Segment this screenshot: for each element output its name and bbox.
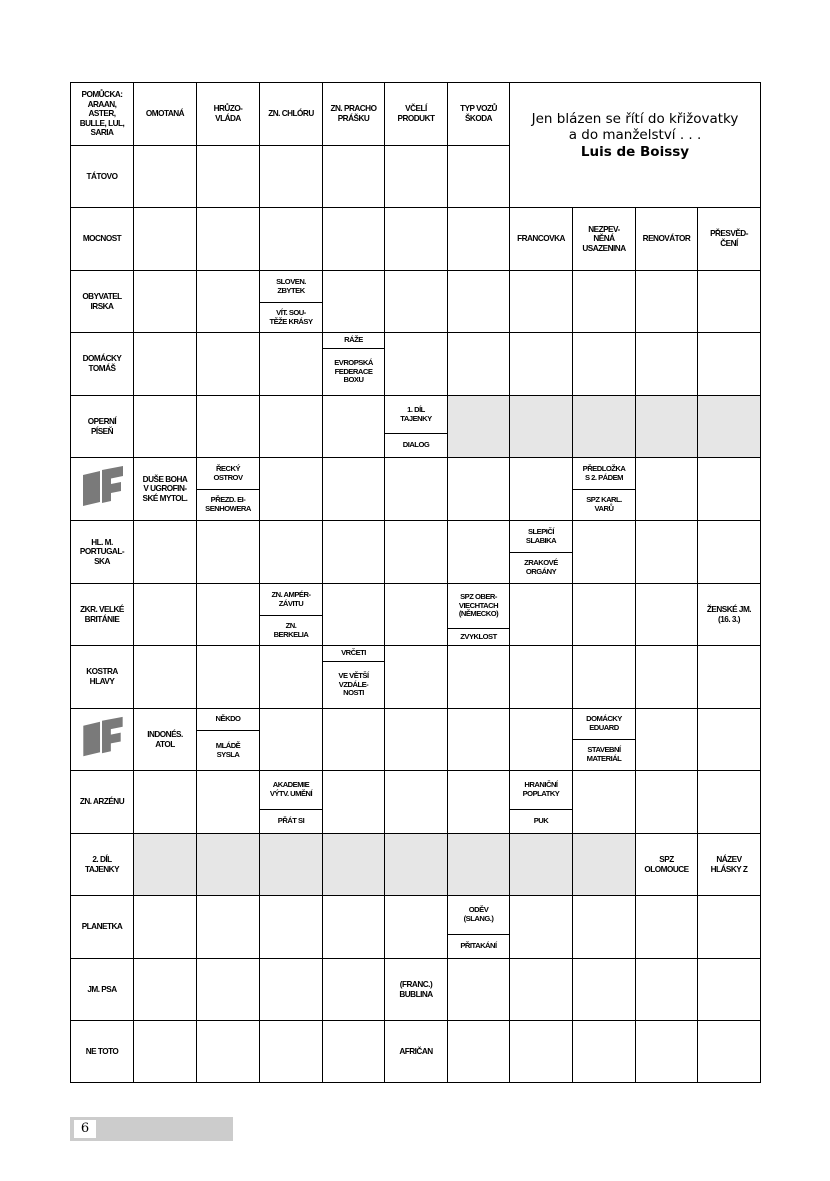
answer-cell[interactable] xyxy=(509,708,573,771)
answer-cell[interactable] xyxy=(447,207,510,271)
solution-answer-cell[interactable] xyxy=(384,833,448,896)
clue-cell-top: VRČETI xyxy=(322,645,385,662)
clue-cell-top: RÁŽE xyxy=(322,332,385,349)
solution-answer-cell[interactable] xyxy=(697,395,761,458)
solution-answer-cell[interactable] xyxy=(322,833,385,896)
clue-cell: VČELÍ PRODUKT xyxy=(384,82,448,146)
answer-cell[interactable] xyxy=(509,895,573,959)
answer-cell[interactable] xyxy=(447,708,510,771)
clue-cell: 2. DÍL TAJENKY xyxy=(70,833,134,896)
answer-cell[interactable] xyxy=(572,270,636,333)
answer-cell[interactable] xyxy=(259,958,323,1021)
clue-cell: ZKR. VELKÉ BRITÁNIE xyxy=(70,583,134,646)
clue-cell-bottom: ZN. BERKELIA xyxy=(259,615,323,646)
answer-cell[interactable] xyxy=(259,1020,323,1083)
lf-logo-icon xyxy=(71,709,133,770)
answer-cell[interactable] xyxy=(697,1020,761,1083)
answer-cell[interactable] xyxy=(635,270,698,333)
answer-cell[interactable] xyxy=(133,395,197,458)
answer-cell[interactable] xyxy=(322,708,385,771)
answer-cell[interactable] xyxy=(196,645,260,709)
answer-cell[interactable] xyxy=(322,958,385,1021)
clue-cell: MOCNOST xyxy=(70,207,134,271)
answer-cell[interactable] xyxy=(635,645,698,709)
page-footer-bar xyxy=(70,1117,233,1141)
answer-cell[interactable] xyxy=(133,645,197,709)
answer-cell[interactable] xyxy=(133,270,197,333)
quote-box xyxy=(509,82,761,208)
answer-cell[interactable] xyxy=(196,270,260,333)
clue-cell-top: AKADEMIE VÝTV. UMĚNÍ xyxy=(259,770,323,810)
answer-cell[interactable] xyxy=(196,395,260,458)
clue-cell: OBYVATEL IRSKA xyxy=(70,270,134,333)
clue-cell: HRŮZO- VLÁDA xyxy=(196,82,260,146)
clue-cell-top: SLOVEN. ZBYTEK xyxy=(259,270,323,303)
clue-cell: INDONÉS. ATOL xyxy=(133,708,197,771)
answer-cell[interactable] xyxy=(196,770,260,834)
clue-cell: (FRANC.) BUBLINA xyxy=(384,958,448,1021)
answer-cell[interactable] xyxy=(259,145,323,208)
answer-cell[interactable] xyxy=(447,270,510,333)
answer-cell[interactable] xyxy=(572,958,636,1021)
answer-cell[interactable] xyxy=(635,958,698,1021)
answer-cell[interactable] xyxy=(259,645,323,709)
answer-cell[interactable] xyxy=(384,520,448,584)
solution-answer-cell[interactable] xyxy=(572,833,636,896)
solution-answer-cell[interactable] xyxy=(259,833,323,896)
answer-cell[interactable] xyxy=(322,395,385,458)
answer-cell[interactable] xyxy=(322,145,385,208)
clue-cell: OMOTANÁ xyxy=(133,82,197,146)
clue-cell: FRANCOVKA xyxy=(509,207,573,271)
quote-author: Luis de Boissy xyxy=(580,143,690,160)
answer-cell[interactable] xyxy=(133,207,197,271)
answer-cell[interactable] xyxy=(322,1020,385,1083)
answer-cell[interactable] xyxy=(697,332,761,396)
lf-logo-icon xyxy=(71,458,133,520)
solution-answer-cell[interactable] xyxy=(447,395,510,458)
answer-cell[interactable] xyxy=(509,457,573,521)
answer-cell[interactable] xyxy=(509,583,573,646)
solution-answer-cell[interactable] xyxy=(635,395,698,458)
clue-cell: JM. PSA xyxy=(70,958,134,1021)
answer-cell[interactable] xyxy=(133,520,197,584)
answer-cell[interactable] xyxy=(572,770,636,834)
clue-cell: KOSTRA HLAVY xyxy=(70,645,134,709)
answer-cell[interactable] xyxy=(259,520,323,584)
answer-cell[interactable] xyxy=(322,770,385,834)
answer-cell[interactable] xyxy=(384,645,448,709)
clue-cell: NÁZEV HLÁSKY Z xyxy=(697,833,761,896)
clue-cell-bottom: MLÁDĚ SYSLA xyxy=(196,730,260,771)
answer-cell[interactable] xyxy=(133,958,197,1021)
answer-cell[interactable] xyxy=(697,645,761,709)
clue-cell: PLANETKA xyxy=(70,895,134,959)
answer-cell[interactable] xyxy=(697,457,761,521)
clue-cell-top: 1. DÍL TAJENKY xyxy=(384,395,448,434)
clue-cell-bottom: PŘEZD. EI- SENHOWERA xyxy=(196,489,260,521)
logo-cell xyxy=(70,457,134,521)
solution-answer-cell[interactable] xyxy=(509,833,573,896)
clue-cell: ZN. PRACHO PRÁŠKU xyxy=(322,82,385,146)
logo-cell xyxy=(70,708,134,771)
clue-cell-top: ŘECKÝ OSTROV xyxy=(196,457,260,490)
clue-cell-top: DOMÁCKY EDUARD xyxy=(572,708,636,740)
answer-cell[interactable] xyxy=(697,895,761,959)
answer-cell[interactable] xyxy=(572,332,636,396)
answer-cell[interactable] xyxy=(384,895,448,959)
clue-cell-bottom: ZVYKLOST xyxy=(447,628,510,646)
answer-cell[interactable] xyxy=(697,708,761,771)
clue-cell-bottom: STAVEBNÍ MATERIÁL xyxy=(572,739,636,771)
clue-cell-bottom: PŘITAKÁNÍ xyxy=(447,934,510,959)
quote-line-2: a do manželství . . . xyxy=(568,127,702,144)
answer-cell[interactable] xyxy=(447,457,510,521)
answer-cell[interactable] xyxy=(384,332,448,396)
clue-cell-top: HRANIČNÍ POPLATKY xyxy=(509,770,573,810)
answer-cell[interactable] xyxy=(259,895,323,959)
crossword-grid xyxy=(70,82,760,1082)
answer-cell[interactable] xyxy=(384,583,448,646)
answer-cell[interactable] xyxy=(322,207,385,271)
answer-cell[interactable] xyxy=(509,645,573,709)
answer-cell[interactable] xyxy=(572,520,636,584)
answer-cell[interactable] xyxy=(196,958,260,1021)
clue-cell: RENOVÁTOR xyxy=(635,207,698,271)
answer-cell[interactable] xyxy=(697,770,761,834)
clue-cell: ZN. ARZÉNU xyxy=(70,770,134,834)
answer-cell[interactable] xyxy=(196,520,260,584)
answer-cell[interactable] xyxy=(196,895,260,959)
answer-cell[interactable] xyxy=(635,770,698,834)
clue-cell-bottom: EVROPSKÁ FEDERACE BOXU xyxy=(322,348,385,396)
clue-cell: TÁTOVO xyxy=(70,145,134,208)
answer-cell[interactable] xyxy=(259,395,323,458)
answer-cell[interactable] xyxy=(572,1020,636,1083)
answer-cell[interactable] xyxy=(635,332,698,396)
clue-cell-bottom: ZRAKOVÉ ORGÁNY xyxy=(509,552,573,584)
solution-answer-cell[interactable] xyxy=(509,395,573,458)
answer-cell[interactable] xyxy=(196,145,260,208)
answer-cell[interactable] xyxy=(322,520,385,584)
answer-cell[interactable] xyxy=(447,332,510,396)
answer-cell[interactable] xyxy=(447,958,510,1021)
clue-cell-top: PŘEDLOŽKA S 2. PÁDEM xyxy=(572,457,636,490)
clue-cell-bottom: VÍT. SOU- TĚŽE KRÁSY xyxy=(259,302,323,333)
answer-cell[interactable] xyxy=(635,1020,698,1083)
answer-cell[interactable] xyxy=(572,645,636,709)
clue-cell-bottom: PUK xyxy=(509,809,573,834)
answer-cell[interactable] xyxy=(447,1020,510,1083)
solution-answer-cell[interactable] xyxy=(133,833,197,896)
answer-cell[interactable] xyxy=(133,145,197,208)
clue-cell-top: ODĚV (SLANG.) xyxy=(447,895,510,935)
answer-cell[interactable] xyxy=(572,583,636,646)
clue-cell: PŘESVĚD- ČENÍ xyxy=(697,207,761,271)
answer-cell[interactable] xyxy=(322,270,385,333)
clue-cell: POMŮCKA: ARAAN, ASTER, BULLE, LUL, SARIA xyxy=(70,82,134,146)
answer-cell[interactable] xyxy=(133,895,197,959)
answer-cell[interactable] xyxy=(322,583,385,646)
solution-answer-cell[interactable] xyxy=(447,833,510,896)
answer-cell[interactable] xyxy=(196,583,260,646)
clue-cell: TYP VOZŮ ŠKODA xyxy=(447,82,510,146)
answer-cell[interactable] xyxy=(635,457,698,521)
answer-cell[interactable] xyxy=(509,270,573,333)
clue-cell-top: NĚKDO xyxy=(196,708,260,731)
answer-cell[interactable] xyxy=(384,770,448,834)
clue-cell: HL. M. PORTUGAL- SKA xyxy=(70,520,134,584)
answer-cell[interactable] xyxy=(447,645,510,709)
clue-cell: ZN. CHLÓRU xyxy=(259,82,323,146)
answer-cell[interactable] xyxy=(196,1020,260,1083)
answer-cell[interactable] xyxy=(447,520,510,584)
answer-cell[interactable] xyxy=(259,207,323,271)
solution-answer-cell[interactable] xyxy=(572,395,636,458)
answer-cell[interactable] xyxy=(509,332,573,396)
page-number: 6 xyxy=(74,1120,96,1138)
answer-cell[interactable] xyxy=(635,583,698,646)
clue-cell-top: SPZ OBER- VIECHTACH (NĚMECKO) xyxy=(447,583,510,629)
clue-cell-bottom: VE VĚTŠÍ VZDÁLE- NOSTI xyxy=(322,661,385,709)
answer-cell[interactable] xyxy=(697,270,761,333)
solution-answer-cell[interactable] xyxy=(196,833,260,896)
clue-cell-top: ZN. AMPÉR- ZÁVITU xyxy=(259,583,323,616)
quote-line-1: Jen blázen se řítí do křižovatky xyxy=(531,110,739,127)
answer-cell[interactable] xyxy=(572,895,636,959)
clue-cell: OPERNÍ PÍSEŇ xyxy=(70,395,134,458)
clue-cell: SPZ OLOMOUCE xyxy=(635,833,698,896)
answer-cell[interactable] xyxy=(384,457,448,521)
clue-cell-bottom: PŘÁT SI xyxy=(259,809,323,834)
answer-cell[interactable] xyxy=(259,708,323,771)
answer-cell[interactable] xyxy=(322,457,385,521)
clue-cell: NE TOTO xyxy=(70,1020,134,1083)
answer-cell[interactable] xyxy=(635,520,698,584)
answer-cell[interactable] xyxy=(259,332,323,396)
clue-cell: DUŠE BOHA V UGROFIN- SKÉ MYTOL. xyxy=(133,457,197,521)
clue-cell: DOMÁCKY TOMÁŠ xyxy=(70,332,134,396)
answer-cell[interactable] xyxy=(447,145,510,208)
answer-cell[interactable] xyxy=(447,770,510,834)
answer-cell[interactable] xyxy=(697,520,761,584)
answer-cell[interactable] xyxy=(635,708,698,771)
clue-cell: ŽENSKÉ JM. (16. 3.) xyxy=(697,583,761,646)
answer-cell[interactable] xyxy=(259,457,323,521)
answer-cell[interactable] xyxy=(635,895,698,959)
answer-cell[interactable] xyxy=(133,583,197,646)
clue-cell: NEZPEV- NĚNÁ USAZENINA xyxy=(572,207,636,271)
answer-cell[interactable] xyxy=(384,708,448,771)
answer-cell[interactable] xyxy=(509,958,573,1021)
answer-cell[interactable] xyxy=(384,207,448,271)
clue-cell: AFRIČAN xyxy=(384,1020,448,1083)
answer-cell[interactable] xyxy=(196,332,260,396)
answer-cell[interactable] xyxy=(196,207,260,271)
answer-cell[interactable] xyxy=(697,958,761,1021)
answer-cell[interactable] xyxy=(384,145,448,208)
answer-cell[interactable] xyxy=(133,770,197,834)
clue-cell-bottom: SPZ KARL. VARŮ xyxy=(572,489,636,521)
answer-cell[interactable] xyxy=(133,1020,197,1083)
answer-cell[interactable] xyxy=(133,332,197,396)
answer-cell[interactable] xyxy=(509,1020,573,1083)
clue-cell-bottom: DIALOG xyxy=(384,433,448,458)
answer-cell[interactable] xyxy=(322,895,385,959)
answer-cell[interactable] xyxy=(384,270,448,333)
clue-cell-top: SLEPIČÍ SLABIKA xyxy=(509,520,573,553)
